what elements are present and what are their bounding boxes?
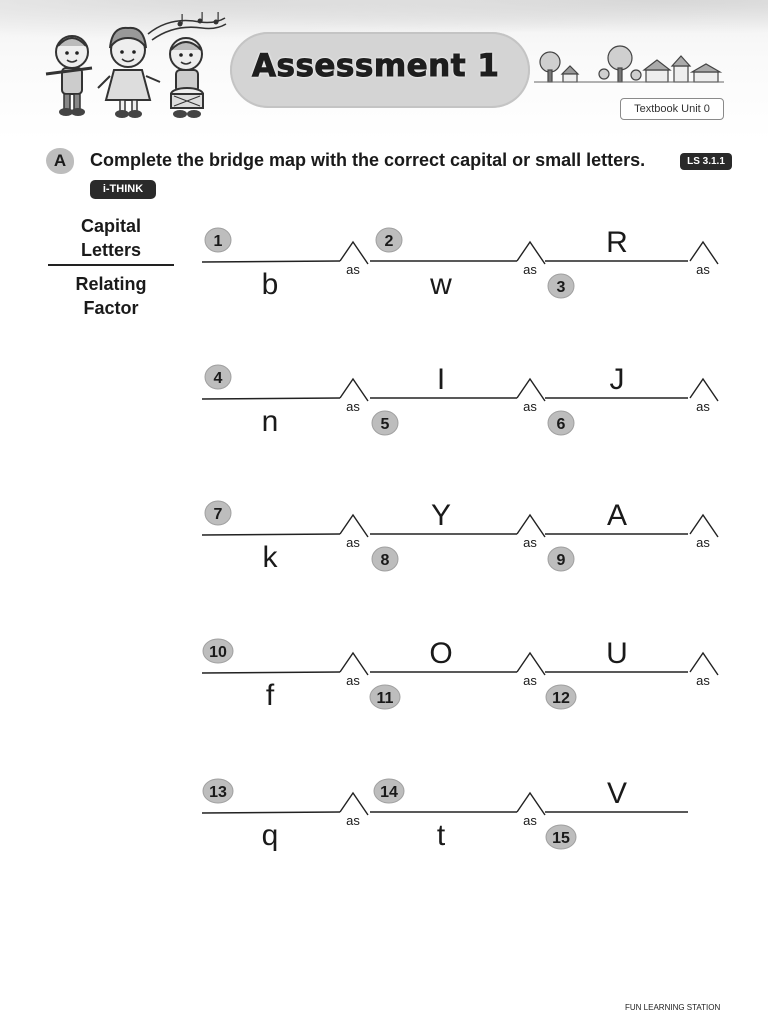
answer-number-badge: 12 bbox=[552, 690, 570, 707]
relating-factor-as: as bbox=[346, 673, 360, 688]
answer-number-badge: 11 bbox=[376, 690, 394, 707]
answer-number-badge: 14 bbox=[380, 784, 398, 801]
capital-letter: R bbox=[606, 226, 628, 259]
answer-number-badge: 13 bbox=[209, 784, 227, 801]
bridge-peak bbox=[690, 653, 718, 675]
ithink-badge: i-THINK bbox=[90, 180, 156, 199]
bridge-peak bbox=[517, 515, 545, 537]
relating-factor-as: as bbox=[696, 673, 710, 688]
relating-factor-as: as bbox=[523, 262, 537, 277]
legend-relating-line-1: Relating bbox=[75, 274, 147, 294]
bridge-line bbox=[202, 534, 340, 535]
relating-factor-as: as bbox=[523, 813, 537, 828]
relating-factor-as: as bbox=[696, 399, 710, 414]
legend-capital-line-1: Capital bbox=[80, 216, 141, 236]
answer-number-badge: 9 bbox=[556, 552, 566, 569]
answer-number-badge: 6 bbox=[556, 416, 566, 433]
bridge-line bbox=[202, 672, 340, 673]
relating-factor-as: as bbox=[346, 535, 360, 550]
instruction-text: Complete the bridge map with the correct capital or small letters. bbox=[90, 150, 646, 170]
relating-factor-as: as bbox=[523, 673, 537, 688]
capital-letter: Y bbox=[430, 499, 452, 532]
answer-number-badge: 15 bbox=[552, 830, 570, 847]
capital-letter: I bbox=[436, 363, 446, 396]
answer-number-badge: 5 bbox=[380, 416, 390, 433]
bridge-line bbox=[202, 261, 340, 262]
bridge-peak bbox=[340, 793, 368, 815]
legend-capital-line-2: Letters bbox=[80, 240, 142, 260]
small-letter: n bbox=[261, 405, 279, 438]
bridge-peak bbox=[690, 242, 718, 264]
answer-number-badge: 4 bbox=[213, 370, 223, 387]
small-letter: w bbox=[430, 268, 452, 301]
relating-factor-as: as bbox=[346, 262, 360, 277]
answer-number-badge: 7 bbox=[213, 506, 223, 523]
small-letter: f bbox=[265, 679, 275, 712]
bridge-peak bbox=[517, 653, 545, 675]
legend-relating-line-2: Factor bbox=[83, 298, 139, 318]
textbook-unit-tag: Textbook Unit 0 bbox=[620, 98, 724, 120]
small-letter: b bbox=[261, 268, 279, 301]
capital-letter: A bbox=[606, 499, 628, 532]
footer-credit: FUN LEARNING STATION bbox=[625, 1003, 721, 1012]
bridge-peak bbox=[340, 653, 368, 675]
capital-letter: O bbox=[429, 637, 453, 670]
bridge-peak bbox=[690, 515, 718, 537]
small-letter: q bbox=[261, 819, 279, 852]
answer-number-badge: 2 bbox=[384, 233, 394, 250]
relating-factor-as: as bbox=[346, 813, 360, 828]
answer-number-badge: 8 bbox=[380, 552, 390, 569]
relating-factor-as: as bbox=[346, 399, 360, 414]
relating-factor-as: as bbox=[696, 262, 710, 277]
bridge-peak bbox=[340, 242, 368, 264]
relating-factor-as: as bbox=[523, 399, 537, 414]
section-badge: A bbox=[46, 148, 74, 174]
bridge-line bbox=[202, 398, 340, 399]
small-letter: k bbox=[262, 541, 278, 574]
capital-letter: J bbox=[609, 363, 625, 396]
answer-number-badge: 3 bbox=[556, 279, 566, 296]
learning-standard-badge: LS 3.1.1 bbox=[680, 153, 732, 170]
bridge-peak bbox=[517, 242, 545, 264]
relating-factor-as: as bbox=[696, 535, 710, 550]
bridge-peak bbox=[690, 379, 718, 401]
bridge-peak bbox=[517, 379, 545, 401]
capital-letter: V bbox=[606, 777, 628, 810]
bridge-line bbox=[202, 812, 340, 813]
capital-letter: U bbox=[606, 637, 628, 670]
small-letter: t bbox=[436, 819, 446, 852]
answer-number-badge: 1 bbox=[213, 233, 223, 250]
page-title: Assessment 1 bbox=[252, 48, 500, 84]
bridge-peak bbox=[517, 793, 545, 815]
relating-factor-as: as bbox=[523, 535, 537, 550]
bridge-peak bbox=[340, 515, 368, 537]
answer-number-badge: 10 bbox=[209, 644, 227, 661]
bridge-peak bbox=[340, 379, 368, 401]
